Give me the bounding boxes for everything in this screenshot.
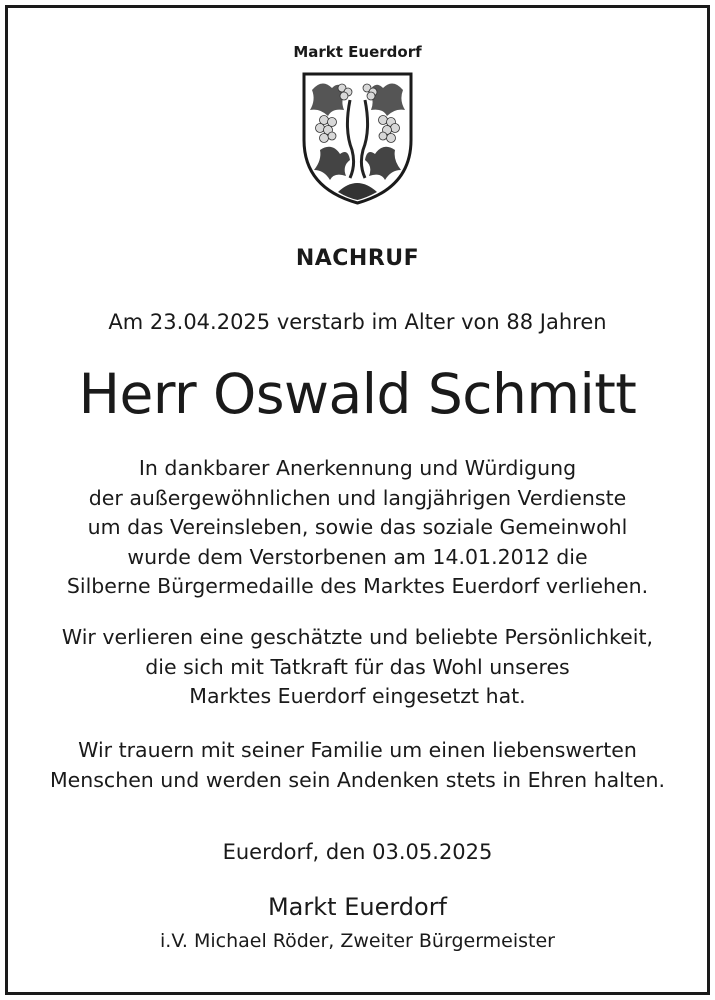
place-and-date: Euerdorf, den 03.05.2025	[222, 840, 493, 864]
coat-of-arms-icon	[300, 70, 415, 206]
text-line: Silberne Bürgermedaille des Marktes Euerdorf verliehen.	[66, 574, 649, 598]
signatory-line: i.V. Michael Röder, Zweiter Bürgermeister	[160, 930, 555, 952]
text-line: Menschen und werden sein Andenken stets in Ehren halten.	[49, 767, 666, 792]
tribute-paragraph-1	[0, 454, 715, 602]
deceased-name: Herr Oswald Schmitt	[78, 362, 637, 426]
text-line: In dankbarer Anerkennung und Würdigung	[138, 456, 577, 480]
text-line: der außergewöhnlichen und langjährigen Verdienste	[88, 485, 627, 510]
death-announcement: Am 23.04.2025 verstarb im Alter von 88 Jahren	[108, 310, 607, 334]
text-line: Wir trauern mit seiner Familie um einen liebenswerten	[78, 738, 637, 762]
municipality-name: Markt Euerdorf	[293, 43, 422, 61]
tribute-paragraph-2	[0, 623, 715, 712]
text-line: Marktes Euerdorf eingesetzt hat.	[189, 684, 526, 708]
signature-municipality: Markt Euerdorf	[267, 893, 448, 921]
text-line: die sich mit Tatkraft für das Wohl unseres	[145, 654, 570, 679]
text-line: Wir verlieren eine geschätzte und beliebte Persönlichkeit,	[61, 625, 654, 649]
text-line: um das Vereinsleben, sowie das soziale Gemeinwohl	[87, 515, 628, 539]
text-line: wurde dem Verstorbenen am 14.01.2012 die	[127, 544, 588, 569]
notice-title: NACHRUF	[295, 246, 420, 271]
mourning-paragraph	[0, 736, 715, 795]
